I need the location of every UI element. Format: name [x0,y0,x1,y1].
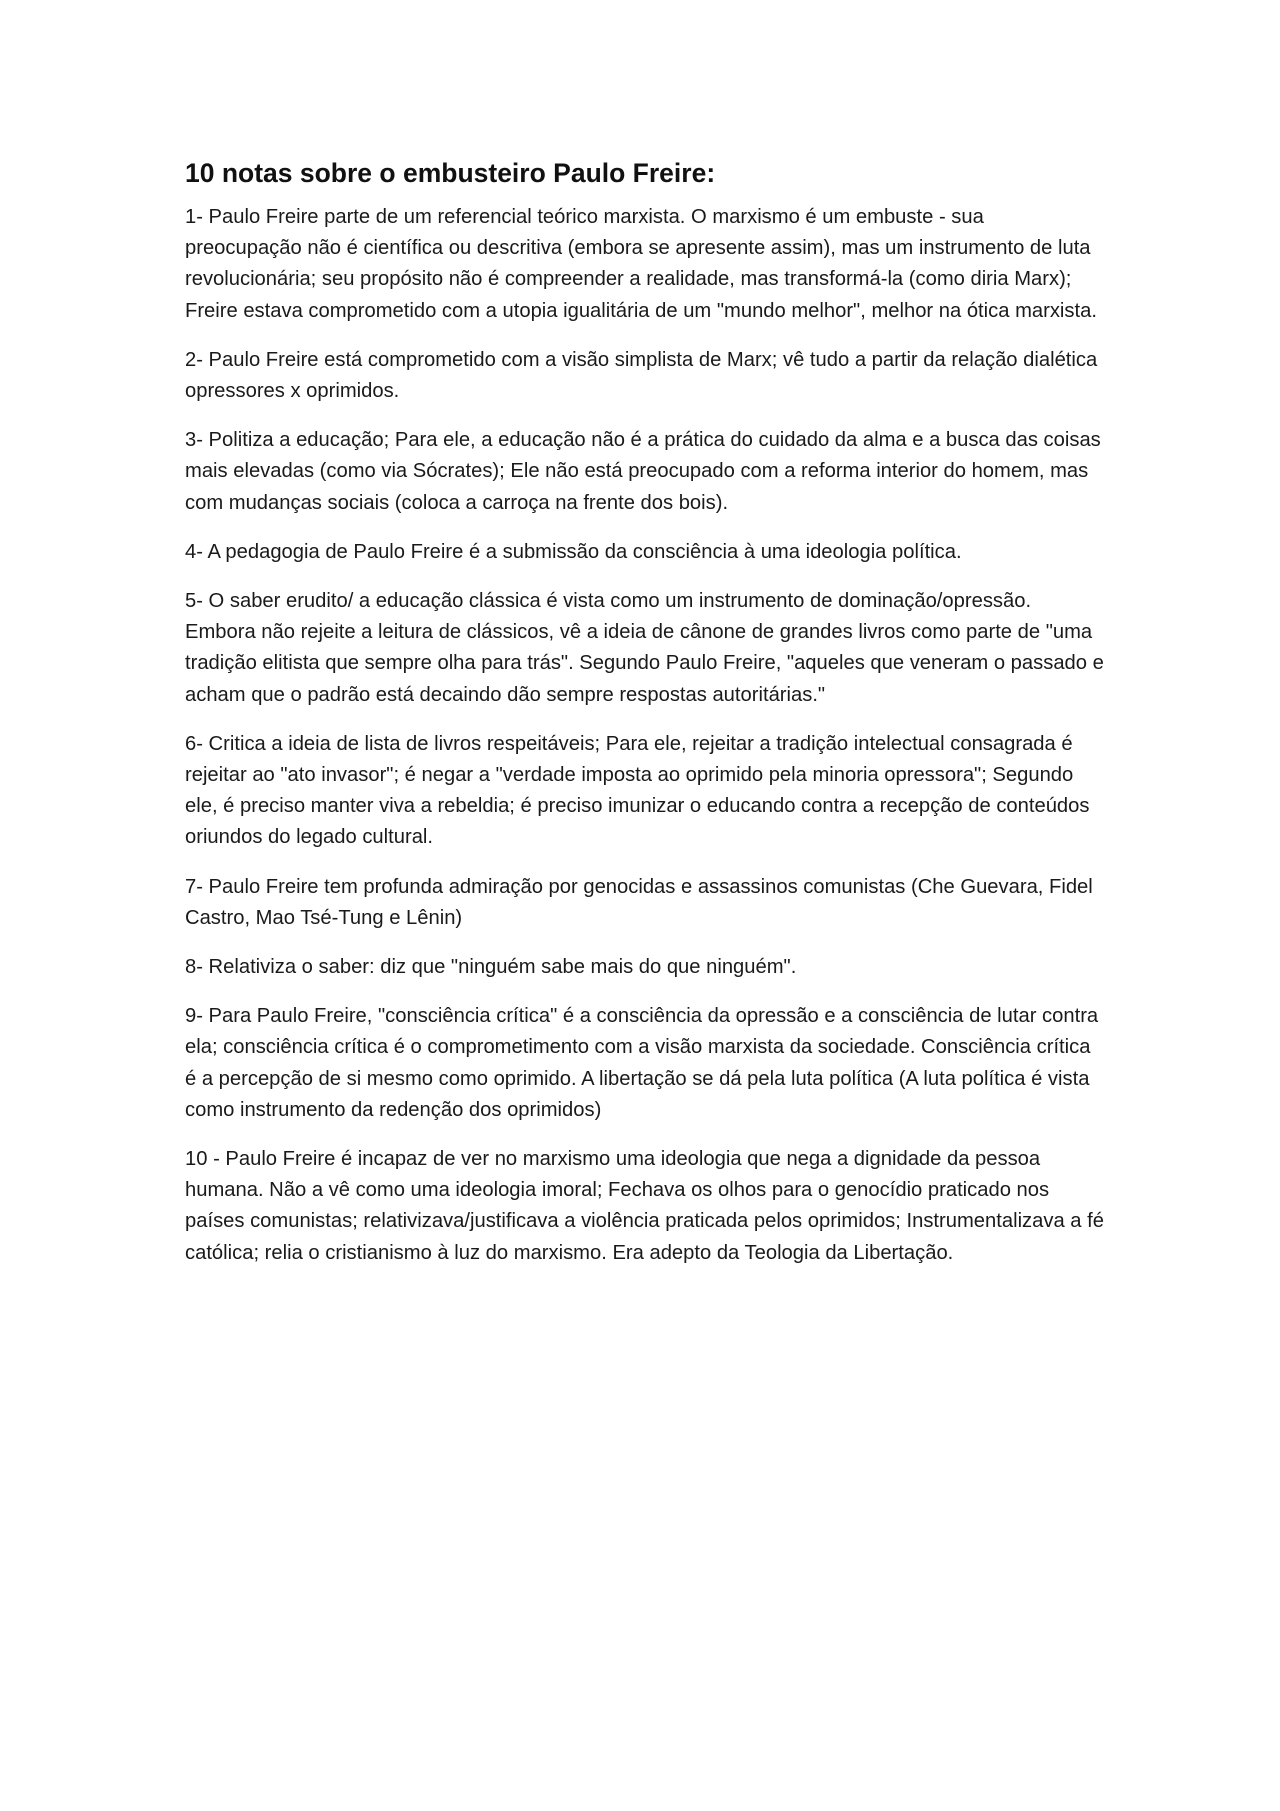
note-2: 2- Paulo Freire está comprometido com a visão simplista de Marx; vê tudo a partir da relação dialética opressores x oprimidos. [185,348,1098,403]
note-9: 9- Para Paulo Freire, "consciência crítica" é a consciência da opressão e a consciência de lutar contra ela; consciência crítica é o comprometimento com a visão marxista da sociedade. Consciência crítica é a percepção de si mesmo como oprimido. A libertação se dá pela luta política (A luta política é vista como instrumento da redenção dos oprimidos) [185,1005,1099,1121]
note-6: 6- Critica a ideia de lista de livros respeitáveis; Para ele, rejeitar a tradição intelectual consagrada é rejeitar ao "ato invasor"; é negar a "verdade imposta ao oprimido pela minoria opressora"; Segundo ele, é preciso manter viva a rebeldia; é preciso imunizar o educando contra a recepção de conteúdos oriundos do legado cultural. [185,732,1090,849]
note-5: 5- O saber erudito/ a educação clássica é vista como um instrumento de dominação/opressão. Embora não rejeite a leitura de clássicos, vê a ideia de cânone de grandes livros como parte de "uma tradição elitista que sempre olha para trás". Segundo Paulo Freire, "aqueles que veneram o passado e acham que o padrão está decaindo dão sempre respostas autoritárias." [185,590,1104,706]
note-10: 10 - Paulo Freire é incapaz de ver no marxismo uma ideologia que nega a dignidade da pessoa humana. Não a vê como uma ideologia imoral; Fechava os olhos para o genocídio praticado nos países comunistas; relativizava/justificava a violência praticada pelos oprimidos; Instrumentalizava a fé católica; relia o cristianismo à luz do marxismo. Era adepto da Teologia da Libertação. [185,1148,1104,1264]
note-7: 7- Paulo Freire tem profunda admiração por genocidas e assassinos comunistas (Che Guevara, Fidel Castro, Mao Tsé-Tung e Lênin) [185,875,1093,929]
note-4: 4- A pedagogia de Paulo Freire é a submissão da consciência à uma ideologia política. [185,540,962,563]
document-title: 10 notas sobre o embusteiro Paulo Freire: [185,158,716,188]
note-3: 3- Politiza a educação; Para ele, a educação não é a prática do cuidado da alma e a busca das coisas mais elevadas (como via Sócrates); Ele não está preocupado com a reforma interior do homem, mas com mudanças sociais (coloca a carroça na frente dos bois). [185,429,1101,514]
note-1: 1- Paulo Freire parte de um referencial teórico marxista. O marxismo é um embuste - sua preocupação não é científica ou descritiva (embora se apresente assim), mas um instrumento de luta revolucionária; seu propósito não é compreender a realidade, mas transformá-la (como diria Marx); Freire estava comprometido com a utopia igualitária de um "mundo melhor", melhor na ótica marxista. [185,206,1097,322]
note-8: 8- Relativiza o saber: diz que "ninguém sabe mais do que ninguém". [185,956,797,979]
document-body [185,154,1105,1287]
